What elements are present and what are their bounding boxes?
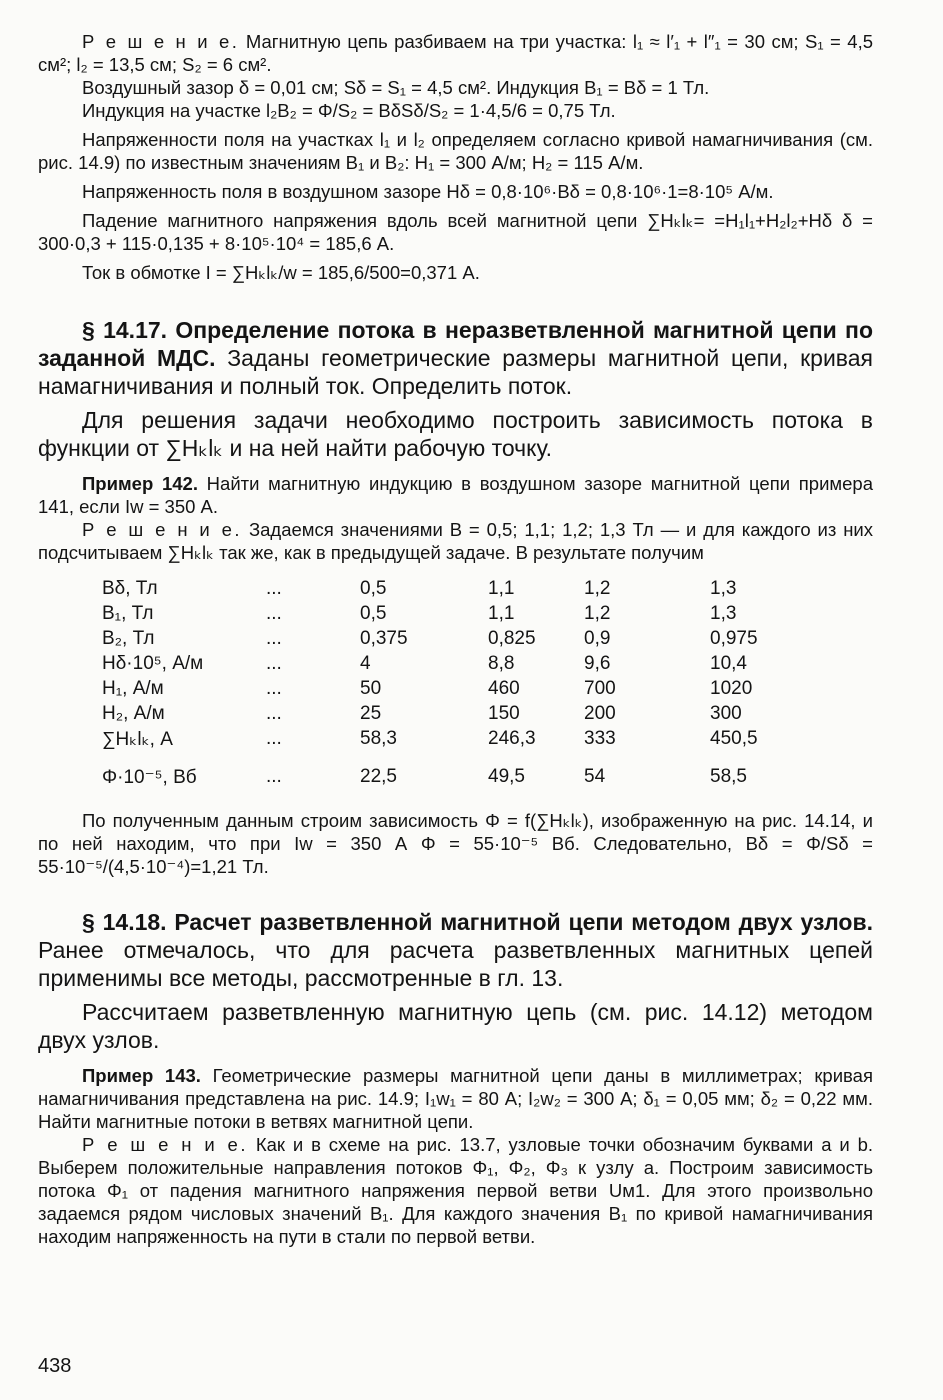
solution-text: Как и в схеме на рис. 13.7, узловые точки обозначим буквами a и b. Выберем положительные направления потоков Φ₁, Φ₂, Φ₃ к узлу a. Построим зависимость потока Φ₁ от падения магнитного напряжения первой ветви Uм1. Для этого произвольно задаемся рядом числовых значений B₁. Для каждого значения B₁ по кривой намагничивания находим напряженность на пути в стали по первой ветви. xyxy=(38,1134,874,1247)
section-14-18-paragraph-2: Рассчитаем разветвленную магнитную цепь (см. рис. 14.12) методом двух узлов. xyxy=(38,999,873,1053)
example-143-solution xyxy=(38,1133,873,1248)
table-cell: 49,5 xyxy=(488,766,525,787)
table-cell: 450,5 xyxy=(710,728,758,749)
table-cell: 1,2 xyxy=(584,578,611,599)
table-row xyxy=(102,628,800,653)
table-cell: 0,5 xyxy=(360,603,387,624)
table-cell: 0,5 xyxy=(360,578,387,599)
table-cell: 0,825 xyxy=(488,628,536,649)
row-label: Φ·10⁻⁵, Вб xyxy=(102,767,197,788)
table-cell: 333 xyxy=(584,728,616,749)
table-cell: 54 xyxy=(584,766,606,787)
solution-label: Р е ш е н и е. xyxy=(82,1134,248,1155)
row-dots: ... xyxy=(266,603,282,624)
page-number: 438 xyxy=(38,1355,72,1377)
table-cell: 1,2 xyxy=(584,603,611,624)
row-label: B₁, Тл xyxy=(102,603,154,624)
table-cell: 9,6 xyxy=(584,653,611,674)
table-cell: 8,8 xyxy=(488,653,515,674)
table-cell: 1,3 xyxy=(710,603,737,624)
row-dots: ... xyxy=(266,703,282,724)
table-row xyxy=(102,703,800,728)
row-label: Bδ, Тл xyxy=(102,578,158,599)
table-cell: 1,1 xyxy=(488,578,515,599)
row-label: H₁, А/м xyxy=(102,678,164,699)
results-table xyxy=(102,578,800,791)
table-cell: 1,3 xyxy=(710,578,737,599)
row-label: Hδ·10⁵, А/м xyxy=(102,653,204,674)
table-row xyxy=(102,578,800,603)
row-dots: ... xyxy=(266,678,282,699)
table-cell: 58,3 xyxy=(360,728,397,749)
section-14-17-heading: § 14.17. Определение потока в неразветвленной магнитной цепи по заданной МДС. xyxy=(38,317,873,371)
section-14-17-text: Заданы геометрические размеры магнитной цепи, кривая намагничивания и полный ток. Определить поток. xyxy=(38,345,873,399)
row-label: B₂, Тл xyxy=(102,628,155,649)
table-cell: 50 xyxy=(360,678,382,699)
page-content xyxy=(38,30,873,1248)
coil-current-paragraph: Ток в обмотке I = ∑Hₖlₖ/w = 185,6/500=0,371 А. xyxy=(82,262,480,283)
section-14-18 xyxy=(38,908,873,992)
row-dots: ... xyxy=(266,578,282,599)
example-143-text: Геометрические размеры магнитной цепи даны в миллиметрах; кривая намагничивания представлена на рис. 14.9; I₁w₁ = 80 А; I₂w₂ = 300 А; δ₁ = 0,05 мм; δ₂ = 0,22 мм. Найти магнитные потоки в ветвях магнитной цепи. xyxy=(38,1065,873,1132)
row-dots: ... xyxy=(266,653,282,674)
row-dots: ... xyxy=(266,728,282,749)
solution-text: Задаемся значениями B = 0,5; 1,1; 1,2; 1,3 Тл — и для каждого из них подсчитываем ∑Hₖlₖ так же, как в предыдущей задаче. В результате получим xyxy=(38,519,873,563)
table-row xyxy=(102,766,800,791)
air-gap-paragraph: Воздушный зазор δ = 0,01 см; Sδ = S₁ = 4,5 см². Индукция B₁ = Bδ = 1 Тл. xyxy=(82,77,710,98)
table-cell: 700 xyxy=(584,678,616,699)
induction-paragraph: Индукция на участке l₂B₂ = Φ/S₂ = BδSδ/S₂ = 1·4,5/6 = 0,75 Тл. xyxy=(82,100,616,121)
table-cell: 22,5 xyxy=(360,766,397,787)
mmf-drop-paragraph: Падение магнитного напряжения вдоль всей магнитной цепи ∑Hₖlₖ= =H₁l₁+H₂l₂+Hδ δ = 300·0,3 + 115·0,135 + 8·10⁵·10⁴ = 185,6 А. xyxy=(38,210,873,254)
after-table-paragraph: По полученным данным строим зависимость Φ = f(∑Hₖlₖ), изображенную на рис. 14.14, и по ней находим, что при Iw = 350 А Φ = 55·10⁻⁵ Вб. Следовательно, Bδ = Φ/Sδ = 55·10⁻⁵/(4,5·10⁻⁴)=1,21 Тл. xyxy=(38,810,873,877)
solution-label: Р е ш е н и е. xyxy=(82,519,243,540)
example-143 xyxy=(38,1064,873,1133)
table-cell: 1020 xyxy=(710,678,753,699)
field-strength-paragraph: Напряженности поля на участках l₁ и l₂ определяем согласно кривой намагничивания (см. рис. 14.9) по известным значениям B₁ и B₂: H₁ = 300 А/м; H₂ = 115 А/м. xyxy=(38,129,873,173)
table-cell: 246,3 xyxy=(488,728,536,749)
row-label: H₂, А/м xyxy=(102,703,165,724)
table-row xyxy=(102,653,800,678)
example-142-solution xyxy=(38,518,873,564)
solution-label: Р е ш е н и е. xyxy=(82,31,240,52)
example-142 xyxy=(38,472,873,518)
table-cell: 150 xyxy=(488,703,520,724)
table-cell: 0,975 xyxy=(710,628,758,649)
table-cell: 460 xyxy=(488,678,520,699)
table-cell: 10,4 xyxy=(710,653,747,674)
table-cell: 4 xyxy=(360,653,371,674)
table-cell: 25 xyxy=(360,703,382,724)
example-142-text: Найти магнитную индукцию в воздушном зазоре магнитной цепи примера 141, если Iw = 350 А. xyxy=(38,473,873,517)
table-cell: 0,375 xyxy=(360,628,408,649)
solution-141-paragraph xyxy=(38,30,873,76)
table-cell: 300 xyxy=(710,703,742,724)
table-row xyxy=(102,603,800,628)
table-row xyxy=(102,678,800,703)
air-gap-field-paragraph: Напряженность поля в воздушном зазоре Hδ = 0,8·10⁶·Bδ = 0,8·10⁶·1=8·10⁵ А/м. xyxy=(82,181,774,202)
table-cell: 200 xyxy=(584,703,616,724)
example-142-label: Пример 142. xyxy=(82,473,198,494)
row-dots: ... xyxy=(266,628,282,649)
table-cell: 58,5 xyxy=(710,766,747,787)
solution-text: Магнитную цепь разбиваем на три участка: l₁ ≈ l′₁ + l″₁ = 30 см; S₁ = 4,5 см²; l₂ = 13,5 см; S₂ = 6 см². xyxy=(38,31,874,75)
row-label: ∑Hₖlₖ, А xyxy=(102,729,173,750)
section-14-18-heading: § 14.18. Расчет разветвленной магнитной цепи методом двух узлов. xyxy=(82,909,873,935)
table-cell: 0,9 xyxy=(584,628,611,649)
table-row xyxy=(102,728,800,766)
section-14-18-text: Ранее отмечалось, что для расчета разветвленных магнитных цепей применимы все методы, рассмотренные в гл. 13. xyxy=(38,937,873,991)
table-cell: 1,1 xyxy=(488,603,515,624)
example-143-label: Пример 143. xyxy=(82,1065,201,1086)
section-14-17-paragraph-2: Для решения задачи необходимо построить зависимость потока в функции от ∑Hₖlₖ и на ней найти рабочую точку. xyxy=(38,407,873,461)
section-14-17 xyxy=(38,316,873,400)
row-dots: ... xyxy=(266,766,282,787)
